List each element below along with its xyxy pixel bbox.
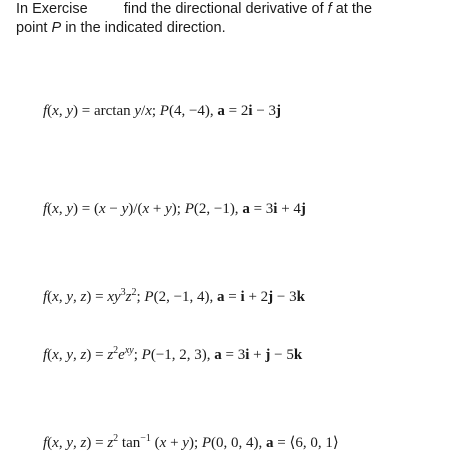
problem-4: f(x, y, $z) = z^2e^{xy}$; P(−1, 2, 3), a = 3i + j − 5k: [43, 345, 303, 363]
problem-1: f(x, y) = arctan y/x; P(4, −4), a = 2i − 3j: [43, 103, 282, 119]
instruction-text-3: at the: [335, 1, 373, 17]
instruction-text-2: find the directional derivative of: [123, 1, 324, 17]
problem-5: f(x, y, $z) = z^2$ $\tan^{-1} (x + y)$; P(0, 0, 4), a = ⟨6, 0, 1⟩: [43, 433, 339, 451]
point-symbol: P: [51, 20, 62, 36]
problem-2: f(x, y) = (x − y)/(x + y); P(2, −1), a = 3i + 4j: [43, 201, 306, 217]
function-symbol: f: [327, 1, 332, 17]
instruction-text-1: In Exercise: [16, 1, 88, 17]
problem-3: f(x, y, $z) = xy^3z^2$; P(2, −1, 4), a = i + 2j − 3k: [43, 287, 305, 305]
instruction-text-4: point: [16, 20, 48, 36]
exercise-instructions: [16, 0, 448, 38]
instruction-text-5: in the indicated direction.: [65, 20, 226, 36]
